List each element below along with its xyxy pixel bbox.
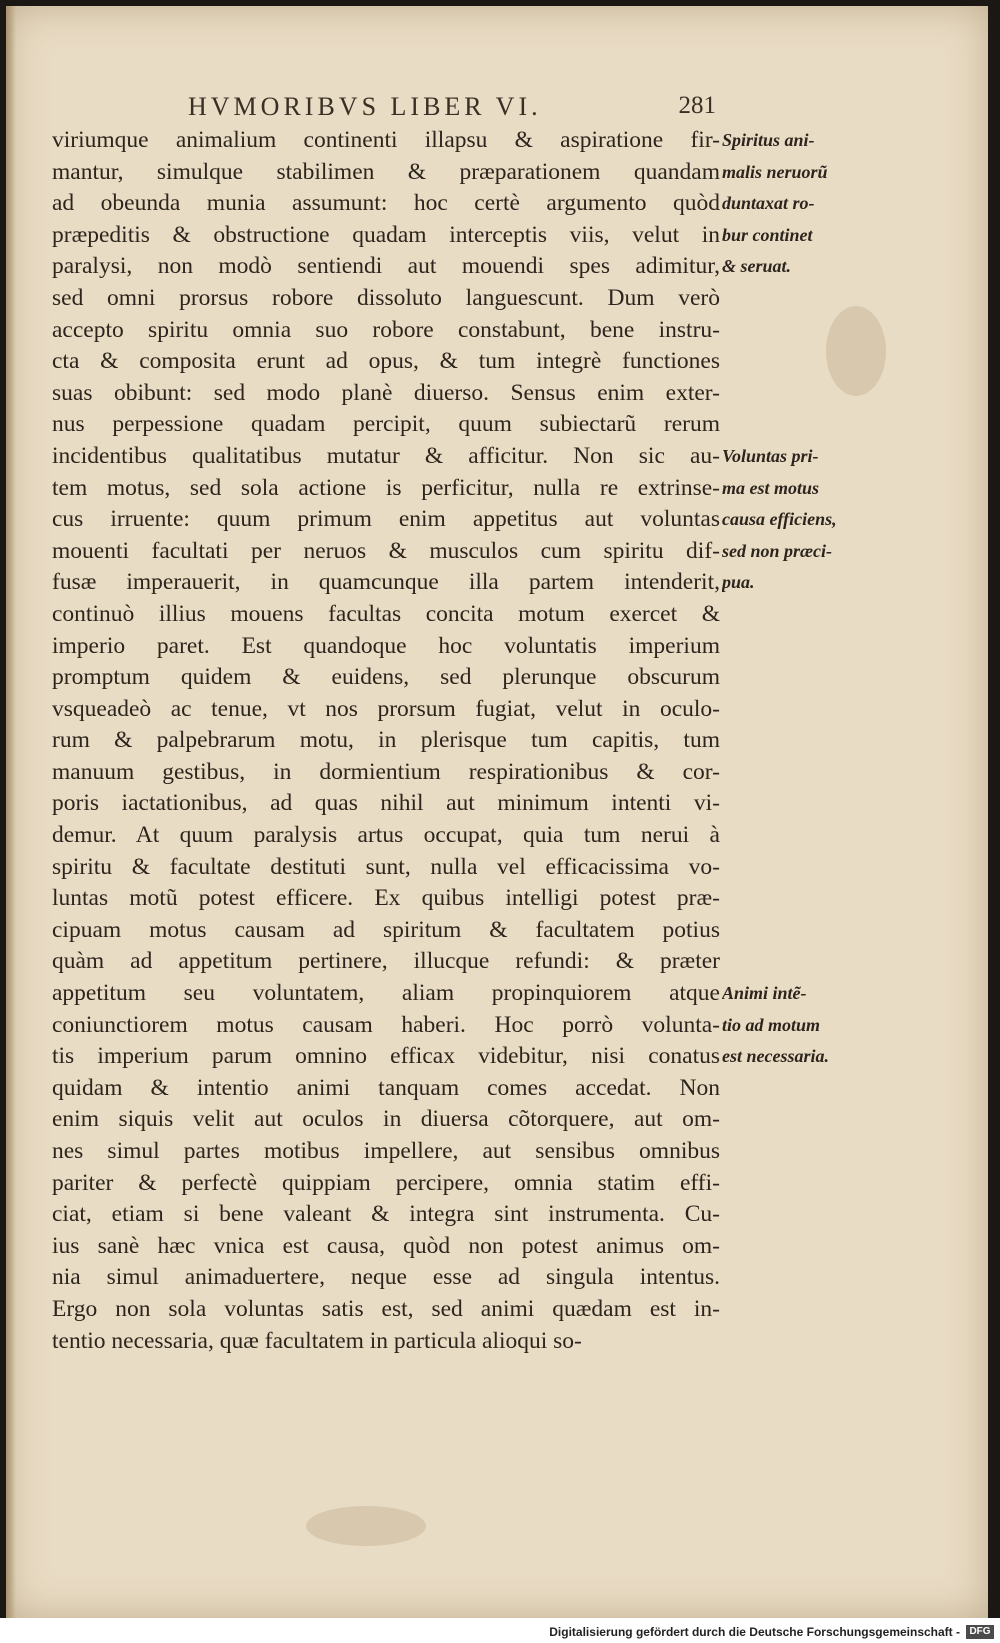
text-line: Ergo non sola voluntas satis est, sed animi quædam est in- <box>52 1295 720 1322</box>
text-line: poris iactationibus, ad quas nihil aut minimum intenti vi- <box>52 790 720 817</box>
text-line: tem motus, sed sola actione is perficitur, nulla re extrinse- <box>52 474 720 501</box>
text-line: appetitum seu voluntatem, aliam propinquiorem atque <box>52 980 720 1007</box>
text-line: enim siquis velit aut oculos in diuersa cõtorquere, aut om- <box>52 1106 720 1133</box>
text-line: cta & composita erunt ad opus, & tum integrè functiones <box>52 348 720 375</box>
margin-note-line: est necessaria. <box>722 1046 829 1067</box>
book-page <box>6 6 988 1618</box>
text-line: spiritu & facultate destituti sunt, nulla vel efficacissima vo- <box>52 853 720 880</box>
text-line: nia simul animaduertere, neque esse ad singula intentus. <box>52 1264 720 1291</box>
text-line: viriumque animalium continenti illapsu & aspiratione fir- <box>52 127 720 153</box>
text-line: nus perpessione quadam percipit, quum subiectarũ rerum <box>52 411 720 438</box>
text-line: sed omni prorsus robore dissoluto languescunt. Dum verò <box>52 284 720 311</box>
main-text-block <box>52 125 720 1357</box>
text-line: ciat, etiam si bene valeant & integra sint instrumenta. Cu- <box>52 1201 720 1228</box>
margin-note-line: malis neruorũ <box>722 161 828 182</box>
margin-note-voluntas <box>722 441 870 599</box>
text-line: paralysi, non modò sentiendi aut mouendi spes adimitur, <box>52 253 720 280</box>
text-line: coniunctiorem motus causam haberi. Hoc porrò volunta- <box>52 1011 720 1038</box>
text-line: quàm ad appetitum pertinere, illucque refundi: & præter <box>52 948 720 975</box>
text-line: tentio necessaria, quæ facultatem in particula alioqui so- <box>52 1327 582 1354</box>
text-line: imperio paret. Est quandoque hoc voluntatis imperium <box>52 632 720 659</box>
paper-stain <box>306 1506 426 1546</box>
text-line: continuò illius mouens facultas concita motum exercet & <box>52 600 720 627</box>
running-head: HVMORIBVS LIBER VI. <box>188 92 542 121</box>
margin-note-animi <box>722 978 870 1073</box>
margin-note-line: Animi intẽ- <box>722 983 807 1003</box>
text-line: mantur, simulque stabilimen & præparationem quandam <box>52 158 720 185</box>
margin-note-line: ma est motus <box>722 477 820 498</box>
text-line: nes simul partes motibus impellere, aut sensibus omnibus <box>52 1138 720 1164</box>
text-line: demur. At quum paralysis artus occupat, quia tum nerui à <box>52 822 720 849</box>
margin-note-line: causa efficiens, <box>722 509 837 530</box>
text-line: quidam & intentio animi tanquam comes accedat. Non <box>52 1074 720 1101</box>
text-line: ad obeunda munia assumunt: hoc certè argumento quòd <box>52 190 720 217</box>
text-line: accepto spiritu omnia suo robore constabunt, bene instru- <box>52 316 720 343</box>
margin-note-spiritus <box>722 125 870 283</box>
text-line: cus irruente: quum primum enim appetitus aut voluntas <box>52 506 720 533</box>
page-header <box>176 92 716 128</box>
text-line: rum & palpebrarum motu, in plerisque tum capitis, tum <box>52 727 720 754</box>
margin-note-line: duntaxat ro- <box>722 193 815 214</box>
text-line: luntas motũ potest efficere. Ex quibus intelligi potest præ- <box>52 885 720 912</box>
margin-note-line: Voluntas pri- <box>722 446 819 466</box>
text-line: incidentibus qualitatibus mutatur & afficitur. Non sic au- <box>52 442 720 469</box>
text-line: mouenti facultati per neruos & musculos cum spiritu dif- <box>52 537 720 564</box>
text-line: vsqueadeò ac tenue, vt nos prorsum fugiat, velut in oculo- <box>52 695 720 722</box>
text-line: pariter & perfectè quippiam percipere, omnia statim effi- <box>52 1169 720 1196</box>
margin-note-line: Spiritus ani- <box>722 130 815 150</box>
page-gutter-edge <box>6 6 16 1618</box>
text-line: suas obibunt: sed modo planè diuerso. Sensus enim exter- <box>52 379 720 406</box>
text-line: ius sanè hæc vnica est causa, quòd non potest animus om- <box>52 1232 720 1259</box>
margin-note-line: sed non præci- <box>722 540 833 561</box>
text-line: promptum quidem & euidens, sed plerunque obscurum <box>52 664 720 691</box>
dfg-logo-icon: DFG <box>966 1625 994 1639</box>
text-line: præpeditis & obstructione quadam interceptis viis, velut in <box>52 221 720 248</box>
digitization-credit: Digitalisierung gefördert durch die Deutsche Forschungsgemeinschaft - <box>549 1625 960 1639</box>
paper-stain <box>826 306 886 396</box>
page-number: 281 <box>678 92 716 119</box>
text-line: manuum gestibus, in dormientium respirationibus & cor- <box>52 758 720 785</box>
margin-note-line: tio ad motum <box>722 1014 821 1035</box>
margin-note-line: bur continet <box>722 224 813 245</box>
text-line: tis imperium parum omnino efficax videbitur, nisi conatus <box>52 1043 720 1070</box>
digitization-footer <box>0 1618 1000 1643</box>
text-line: fusæ imperauerit, in quamcunque illa partem intenderit, <box>52 569 720 596</box>
margin-note-line: & seruat. <box>722 256 792 277</box>
margin-note-line: pua. <box>722 572 755 593</box>
text-line: cipuam motus causam ad spiritum & facultatem potius <box>52 916 720 943</box>
